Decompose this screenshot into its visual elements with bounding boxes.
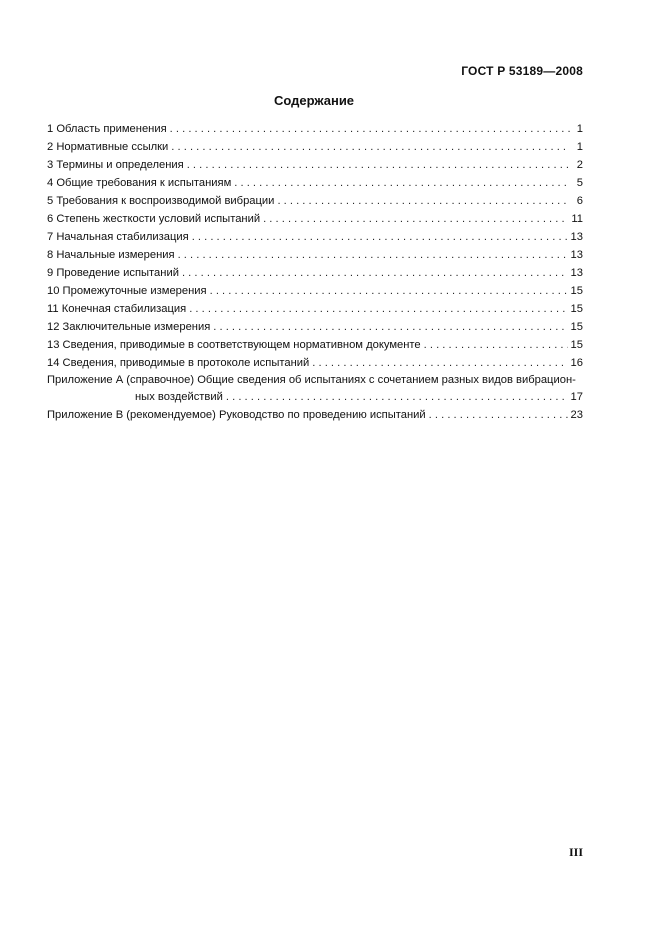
toc-leader-dots (210, 282, 568, 300)
toc-entry-3[interactable] (47, 156, 583, 174)
toc-entry-appendix-b[interactable] (47, 406, 583, 424)
toc-entry-page: 13 (570, 267, 583, 279)
toc-leader-dots (277, 192, 570, 210)
page-number: III (568, 845, 583, 859)
toc-entry-page: 2 (576, 159, 583, 171)
toc-leader-dots (424, 336, 568, 354)
toc-leader-dots (171, 138, 570, 156)
toc-entry-page: 16 (570, 357, 583, 369)
toc-appendix-a-line2: ных воздействий (135, 391, 223, 403)
toc-entry-text: 11 Конечная стабилизация (47, 303, 187, 315)
toc-entry-appendix-a[interactable] (47, 372, 583, 406)
toc-entry-text: 2 Нормативные ссылки (47, 141, 169, 153)
toc-entry-page: 5 (576, 177, 583, 189)
toc-entry-page: 15 (570, 303, 583, 315)
toc-appendix-a-line1: Приложение А (справочное) Общие сведения об испытаниях с сочетанием разных видов вибрацион- (47, 374, 576, 386)
toc-entry-12[interactable] (47, 318, 583, 336)
toc-entry-text: 12 Заключительные измерения (47, 321, 211, 333)
toc-leader-dots (263, 210, 568, 228)
toc-entry-page: 1 (576, 123, 583, 135)
toc-entry-page: 15 (570, 285, 583, 297)
toc-entry-5[interactable] (47, 192, 583, 210)
toc-entry-page: 15 (570, 339, 583, 351)
toc-entry-text: 6 Степень жесткости условий испытаний (47, 213, 261, 225)
toc-entry-text: 1 Область применения (47, 123, 167, 135)
toc-entry-6[interactable] (47, 210, 583, 228)
toc-entry-page: 15 (570, 321, 583, 333)
toc-leader-dots (178, 246, 568, 264)
toc-entry-8[interactable] (47, 246, 583, 264)
toc-leader-dots (187, 156, 570, 174)
toc-entry-text: Приложение В (рекомендуемое) Руководство по проведению испытаний (47, 409, 426, 421)
toc-entry-text: 8 Начальные измерения (47, 249, 175, 261)
toc-entry-14[interactable] (47, 354, 583, 372)
toc-entry-page: 13 (570, 249, 583, 261)
document-standard-header: ГОСТ Р 53189—2008 (461, 64, 583, 78)
toc-entry-2[interactable] (47, 138, 583, 156)
toc-entry-11[interactable] (47, 300, 583, 318)
toc-leader-dots (312, 354, 567, 372)
toc-leader-dots (226, 388, 568, 406)
table-of-contents (47, 120, 583, 424)
toc-entry-page: 23 (570, 409, 583, 421)
toc-entry-10[interactable] (47, 282, 583, 300)
toc-entry-text: 10 Промежуточные измерения (47, 285, 207, 297)
toc-entry-4[interactable] (47, 174, 583, 192)
toc-entry-page: 1 (576, 141, 583, 153)
toc-entry-9[interactable] (47, 264, 583, 282)
toc-leader-dots (192, 228, 568, 246)
toc-entry-page: 11 (571, 213, 583, 225)
toc-entry-text: 13 Сведения, приводимые в соответствующем нормативном документе (47, 339, 421, 351)
toc-leader-dots (213, 318, 567, 336)
toc-title: Содержание (273, 93, 355, 108)
toc-leader-dots (182, 264, 568, 282)
toc-entry-page: 17 (570, 391, 583, 403)
toc-entry-page: 13 (570, 231, 583, 243)
toc-leader-dots (234, 174, 570, 192)
toc-entry-text: 4 Общие требования к испытаниям (47, 177, 232, 189)
toc-entry-text: 7 Начальная стабилизация (47, 231, 189, 243)
toc-entry-text: 9 Проведение испытаний (47, 267, 179, 279)
toc-leader-dots (189, 300, 567, 318)
toc-entry-1[interactable] (47, 120, 583, 138)
toc-leader-dots (170, 120, 570, 138)
toc-entry-text: 5 Требования к воспроизводимой вибрации (47, 195, 275, 207)
toc-leader-dots (429, 406, 568, 424)
toc-entry-13[interactable] (47, 336, 583, 354)
toc-entry-text: 14 Сведения, приводимые в протоколе испытаний (47, 357, 310, 369)
toc-entry-page: 6 (576, 195, 583, 207)
toc-entry-text: 3 Термины и определения (47, 159, 184, 171)
toc-entry-7[interactable] (47, 228, 583, 246)
